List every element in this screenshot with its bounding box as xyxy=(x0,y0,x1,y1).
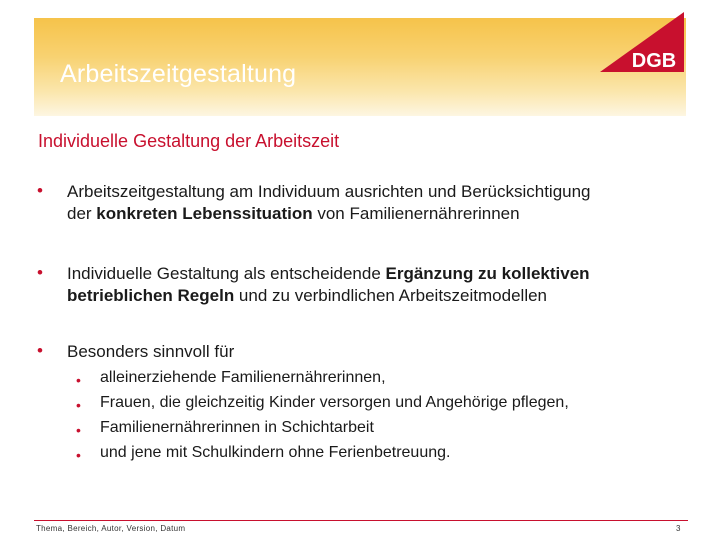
bullet-marker: • xyxy=(37,263,43,282)
bullet-1-line1: Arbeitszeitgestaltung am Individuum ausrichten und Berücksichtigung xyxy=(67,182,591,201)
bullet-marker: • xyxy=(37,341,43,360)
footer-divider xyxy=(34,520,688,521)
sub-bullet-item: und jene mit Schulkindern ohne Ferienbetreuung. xyxy=(100,444,451,461)
logo-text: DGB xyxy=(631,50,677,72)
page-number: 3 xyxy=(676,524,681,533)
sub-bullet-item: Familienernährerinnen in Schichtarbeit xyxy=(100,419,374,436)
sub-bullet-marker: • xyxy=(76,422,81,438)
sub-bullet-marker: • xyxy=(76,447,81,463)
sub-bullet-marker: • xyxy=(76,372,81,388)
sub-bullet-item: alleinerziehende Familienernährerinnen, xyxy=(100,369,386,386)
bullet-2-text: Individuelle Gestaltung als entscheidende Ergänzung zu kollektiven betrieblichen Regeln und zu verbindlichen Arbeitszeitmodellen xyxy=(67,264,590,305)
bullet-1-text: Arbeitszeitgestaltung am Individuum ausrichten und Berücksichtigung der konkreten Lebenssituation von Familienernährerinnen xyxy=(67,182,591,223)
footer-meta: Thema, Bereich, Autor, Version, Datum xyxy=(36,524,186,533)
sub-bullet-item: Frauen, die gleichzeitig Kinder versorgen und Angehörige pflegen, xyxy=(100,394,569,411)
bullet-3-text: Besonders sinnvoll für xyxy=(67,342,235,361)
slide-title: Arbeitszeitgestaltung xyxy=(60,60,297,88)
section-heading: Individuelle Gestaltung der Arbeitszeit xyxy=(38,131,340,151)
bullet-marker: • xyxy=(37,181,43,200)
dgb-logo xyxy=(594,10,690,76)
sub-bullet-marker: • xyxy=(76,397,81,413)
